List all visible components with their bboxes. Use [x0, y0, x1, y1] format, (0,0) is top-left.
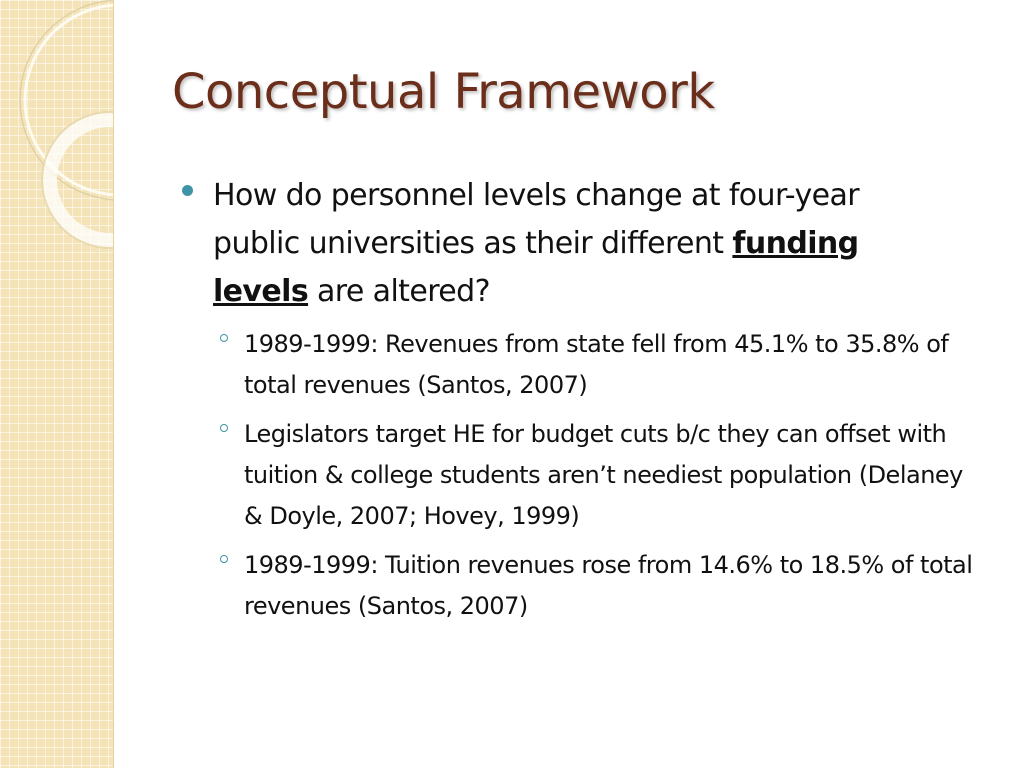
main-bullet-text — [213, 172, 933, 316]
sub-bullet-text: Legislators target HE for budget cuts b/c they can offset with tuition & college students aren’t neediest population (Delaney & Doyle, 2007; Hovey, 1999) — [244, 420, 963, 530]
sub-bullet — [220, 414, 980, 537]
sub-bullet-ring-icon — [220, 424, 228, 432]
main-bullet-text-end: are altered? — [308, 274, 490, 309]
sub-bullet-ring-icon — [220, 334, 228, 342]
decorative-side-band — [0, 0, 114, 768]
sub-bullet-text: 1989-1999: Revenues from state fell from 45.1% to 35.8% of total revenues (Santos, 2007) — [244, 330, 949, 399]
sub-bullet-list — [180, 324, 980, 627]
bullet-dot-icon — [182, 185, 193, 196]
decorative-rings — [0, 0, 113, 768]
main-bullet — [180, 172, 980, 316]
sub-bullet — [220, 324, 980, 406]
slide-title: Conceptual Framework — [172, 64, 715, 120]
main-bullet-text-start: How do personnel levels change at four-year public universities as their different — [213, 178, 859, 261]
sub-bullet-text: 1989-1999: Tuition revenues rose from 14.6% to 18.5% of total revenues (Santos, 2007) — [244, 551, 973, 620]
main-bullet-emphasis: funding levels — [213, 226, 859, 309]
sub-bullet — [220, 545, 980, 627]
slide-content — [180, 172, 980, 635]
sub-bullet-ring-icon — [220, 555, 228, 563]
